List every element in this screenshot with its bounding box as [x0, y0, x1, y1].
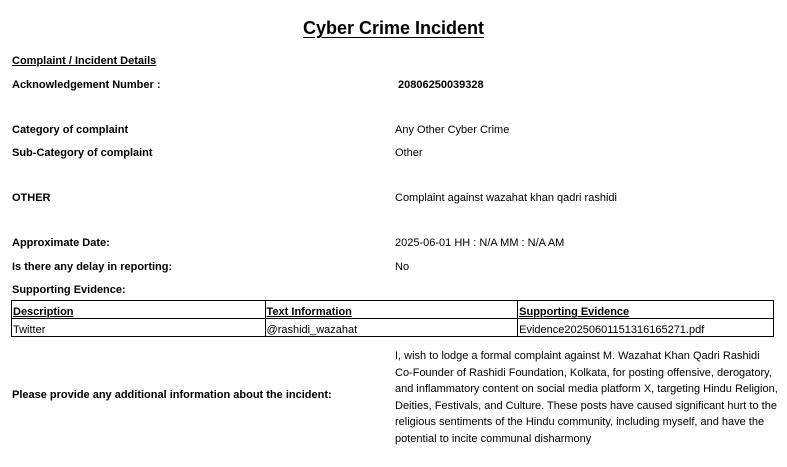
date-value: 2025-06-01 HH : N/A MM : N/A AM — [395, 237, 565, 249]
evidence-table-header — [12, 301, 774, 319]
evidence-table — [11, 300, 774, 337]
header-description: Description — [12, 301, 266, 319]
table-row — [12, 319, 774, 337]
other-value: Complaint against wazahat khan qadri rashidi — [395, 192, 617, 204]
other-label: OTHER — [12, 192, 51, 204]
additional-info-text: I, wish to lodge a formal complaint against M. Wazahat Khan Qadri Rashidi Co-Founder of Rashidi Foundation, Kolkata, for posting offensive, derogatory, and inflammatory content on social media platform X, targeting Hindu Religion, Deities, Festivals, and Culture. These posts have caused significant hurt to the religious sentiments of the Hindu community, including myself, and have the potential to incite communal disharmony — [395, 350, 778, 445]
evidence-label: Supporting Evidence: — [12, 284, 126, 296]
subcategory-label: Sub-Category of complaint — [12, 147, 153, 159]
delay-value: No — [395, 261, 410, 273]
ack-value: 20806250039328 — [398, 79, 484, 91]
delay-label: Is there any delay in reporting: — [12, 261, 173, 273]
category-value: Any Other Cyber Crime — [395, 124, 510, 136]
date-label: Approximate Date: — [12, 237, 110, 249]
additional-info-label: Please provide any additional information about the incident: — [12, 389, 332, 401]
header-text-information: Text Information — [265, 301, 518, 319]
header-supporting-evidence: Supporting Evidence — [518, 301, 774, 319]
subcategory-value: Other — [395, 147, 423, 159]
category-label: Category of complaint — [12, 124, 129, 136]
section-heading: Complaint / Incident Details — [12, 55, 157, 67]
cell-evidence-file[interactable]: Evidence20250601151316165271.pdf — [518, 319, 774, 337]
ack-label: Acknowledgement Number : — [12, 79, 161, 91]
document-title: Cyber Crime Incident — [302, 18, 485, 38]
cell-description: Twitter — [12, 319, 266, 337]
cell-text-information: @rashidi_wazahat — [265, 319, 518, 337]
